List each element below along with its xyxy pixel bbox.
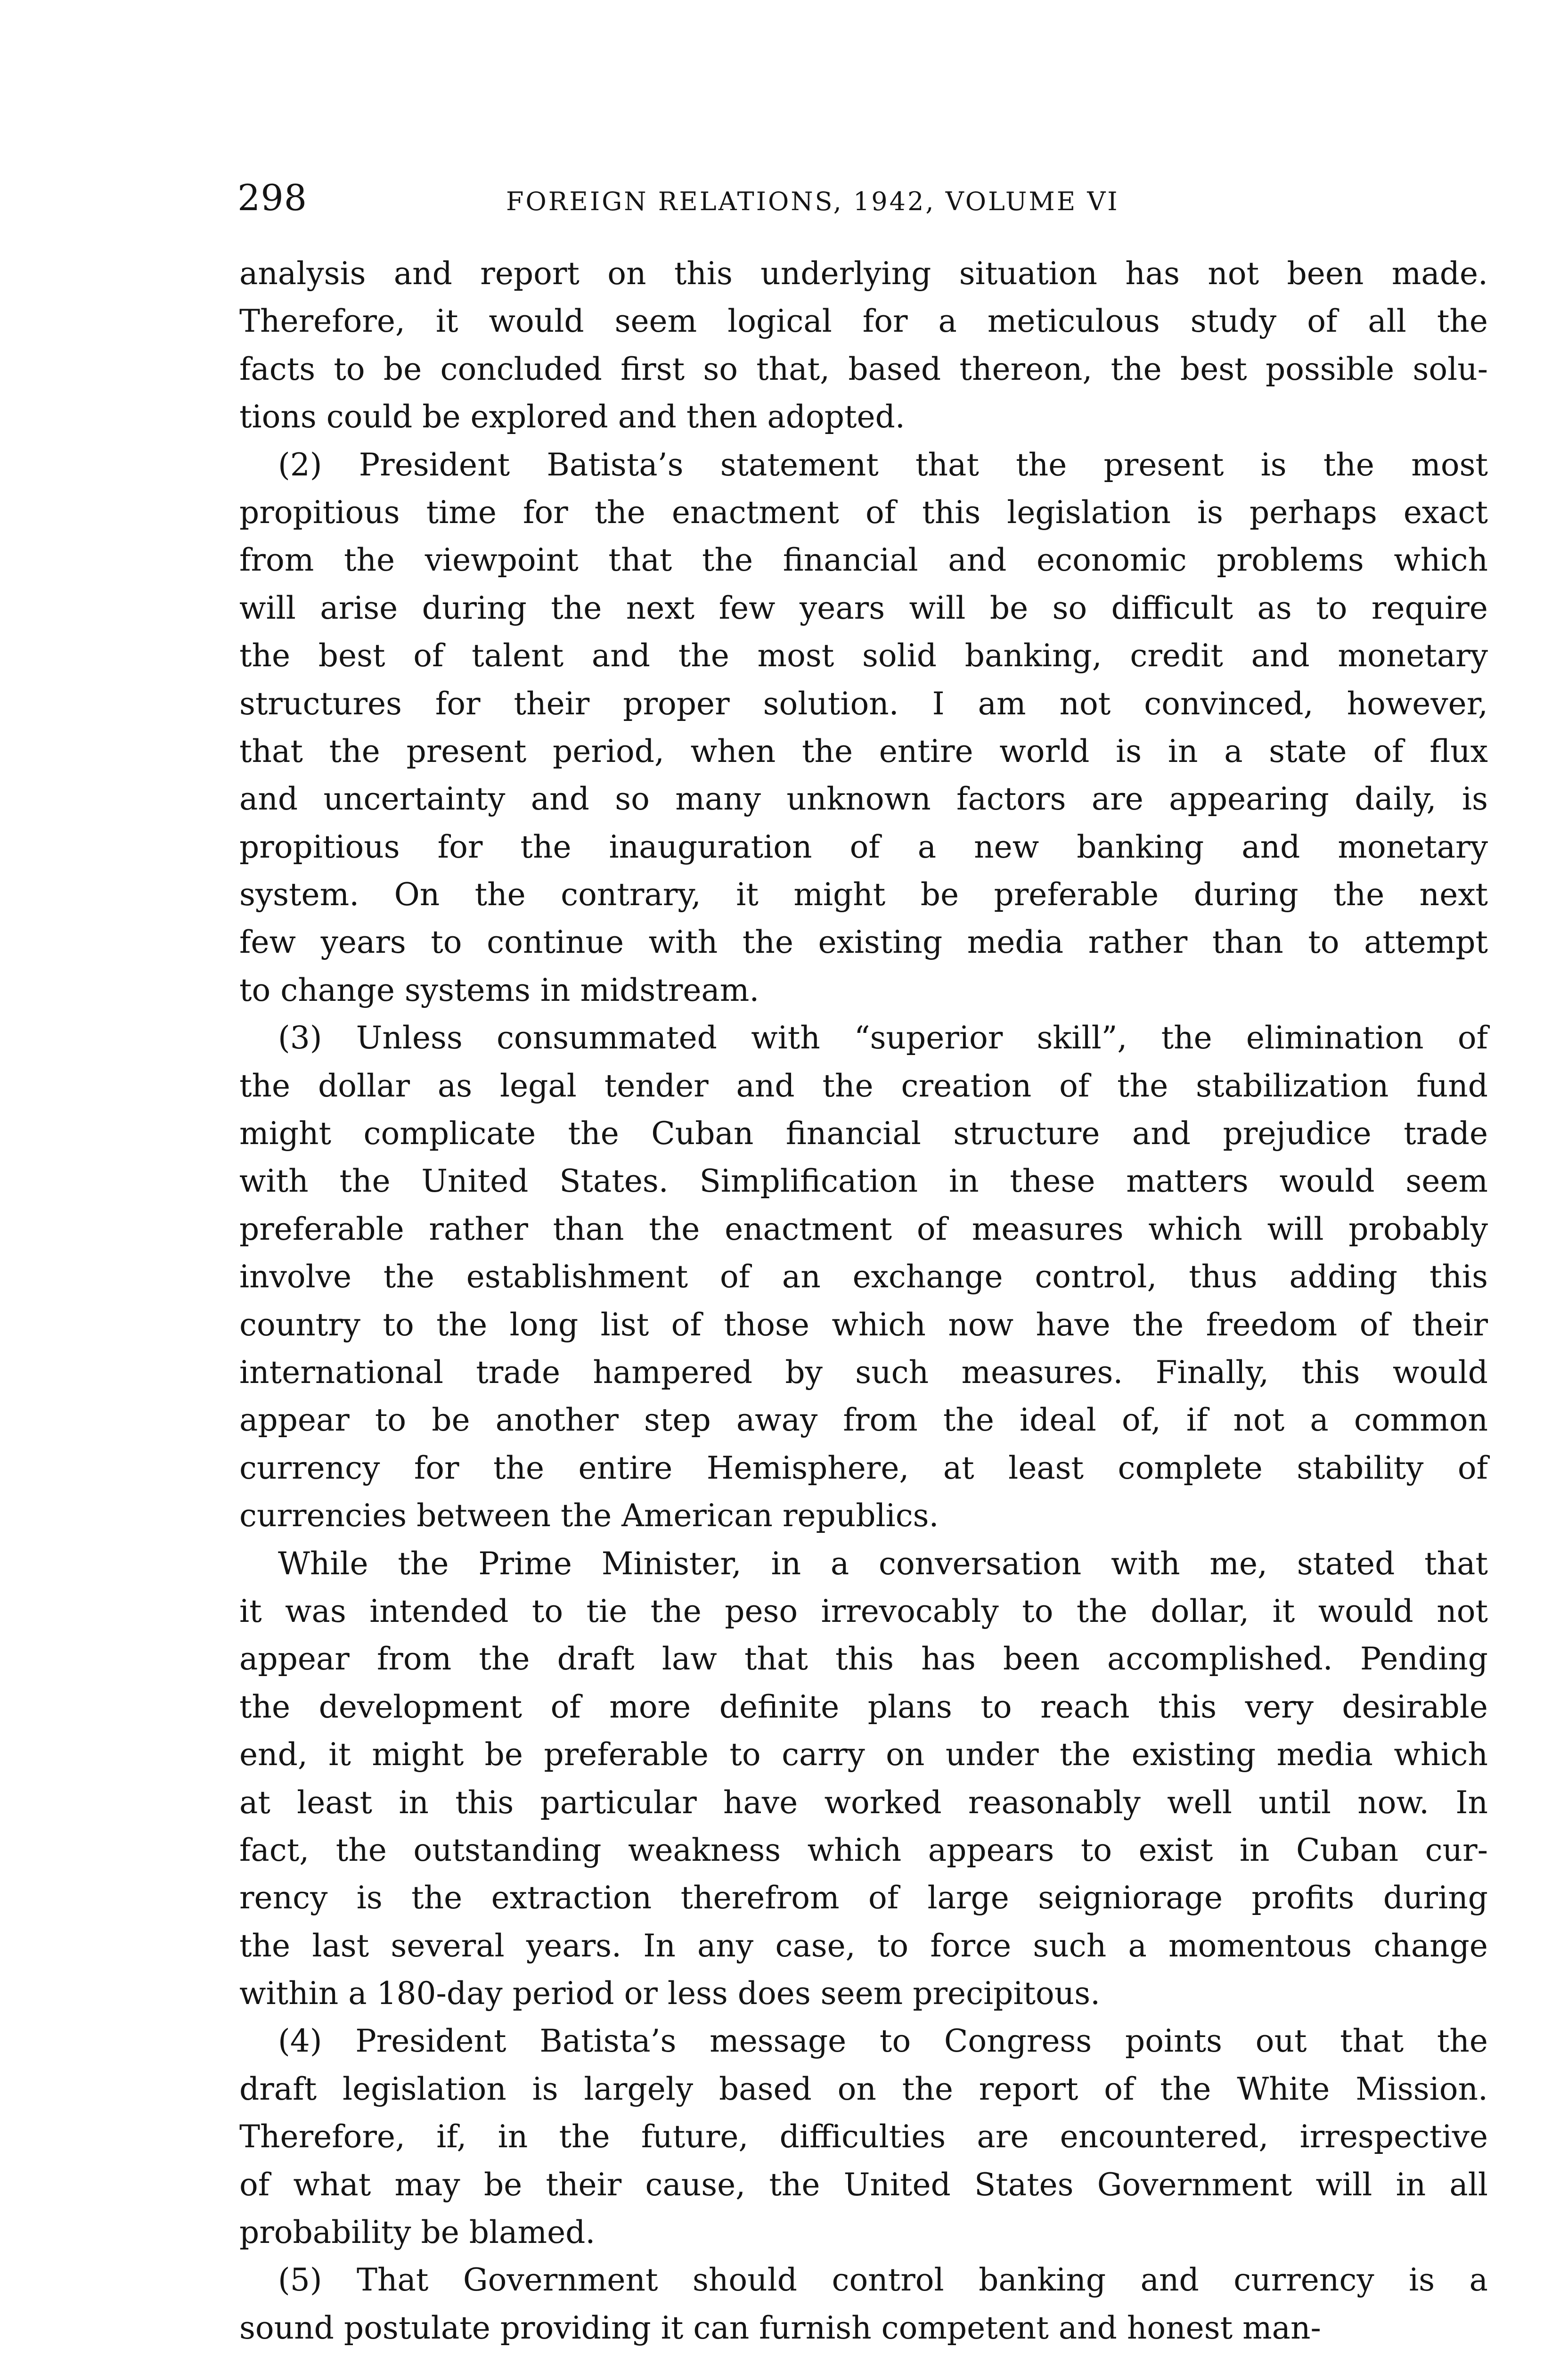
page-number: 298 (237, 177, 308, 219)
text-line: structures for their proper solution. I am not convinced, however, (239, 685, 1488, 722)
text-line: country to the long list of those which now have the freedom of their (239, 1306, 1488, 1343)
text-line: end, it might be preferable to carry on under the existing media which (239, 1736, 1488, 1773)
text-line: tions could be explored and then adopted. (239, 399, 905, 435)
text-line: Therefore, if, in the future, difficulties are encountered, irrespective (239, 2119, 1488, 2155)
text-line: that the present period, when the entire world is in a state of flux (239, 733, 1488, 769)
text-line: currency for the entire Hemisphere, at least complete stability of (239, 1449, 1488, 1486)
text-line: with the United States. Simplification in these matters would seem (239, 1163, 1488, 1200)
text-line: rency is the extraction therefrom of large seigniorage profits during (239, 1880, 1488, 1916)
text-line: it was intended to tie the peso irrevocably to the dollar, it would not (239, 1593, 1488, 1629)
text-line: draft legislation is largely based on the report of the White Mission. (239, 2070, 1488, 2107)
text-line: sound postulate providing it can furnish competent and honest man- (239, 2309, 1321, 2346)
text-line: probability be blamed. (239, 2214, 596, 2251)
text-line: international trade hampered by such measures. Finally, this would (239, 1354, 1488, 1391)
text-line: within a 180-day period or less does seem precipitous. (239, 1975, 1101, 2012)
text-line: preferable rather than the enactment of measures which will probably (239, 1211, 1488, 1247)
text-line: the development of more definite plans to reach this very desirable (239, 1688, 1488, 1725)
text-line: propitious time for the enactment of this legislation is perhaps exact (239, 494, 1488, 531)
text-line: propitious for the inauguration of a new banking and monetary (239, 828, 1488, 865)
text-line: system. On the contrary, it might be preferable during the next (239, 876, 1488, 913)
text-line: the dollar as legal tender and the creation of the stabilization fund (239, 1067, 1488, 1104)
text-line: to change systems in midstream. (239, 972, 760, 1008)
body-text (239, 250, 1488, 2352)
running-head: FOREIGN RELATIONS, 1942, VOLUME VI (506, 187, 1119, 216)
text-line: While the Prime Minister, in a conversation with me, stated that (278, 1545, 1488, 1582)
text-line: analysis and report on this underlying situation has not been made. (239, 255, 1488, 292)
text-line: of what may be their cause, the United States Government will in all (239, 2166, 1488, 2203)
text-line: will arise during the next few years will be so difficult as to require (239, 589, 1488, 626)
text-line: facts to be concluded first so that, based thereon, the best possible solu- (239, 351, 1488, 387)
text-line: Therefore, it would seem logical for a meticulous study of all the (239, 303, 1488, 340)
text-line: currencies between the American republics. (239, 1497, 939, 1534)
text-line: at least in this particular have worked reasonably well until now. In (239, 1784, 1488, 1821)
text-line: appear from the draft law that this has been accomplished. Pending (239, 1641, 1488, 1677)
text-line: and uncertainty and so many unknown factors are appearing daily, is (239, 781, 1488, 818)
text-line: (2) President Batista’s statement that the present is the most (278, 446, 1488, 483)
text-line: appear to be another step away from the ideal of, if not a common (239, 1402, 1488, 1439)
text-line: fact, the outstanding weakness which appears to exist in Cuban cur- (239, 1832, 1488, 1868)
text-line: might complicate the Cuban financial structure and prejudice trade (239, 1115, 1488, 1152)
text-line: (5) That Government should control banking and currency is a (278, 2262, 1488, 2299)
text-line: few years to continue with the existing media rather than to attempt (239, 924, 1488, 961)
text-line: (3) Unless consummated with “superior skill”, the elimination of (278, 1020, 1488, 1056)
text-line: involve the establishment of an exchange control, thus adding this (239, 1259, 1488, 1295)
text-line: the best of talent and the most solid banking, credit and monetary (239, 638, 1488, 674)
text-line: from the viewpoint that the financial and economic problems which (239, 542, 1488, 579)
text-line: the last several years. In any case, to force such a momentous change (239, 1927, 1488, 1964)
text-line: (4) President Batista’s message to Congress points out that the (278, 2023, 1488, 2060)
page-header (237, 170, 1495, 226)
